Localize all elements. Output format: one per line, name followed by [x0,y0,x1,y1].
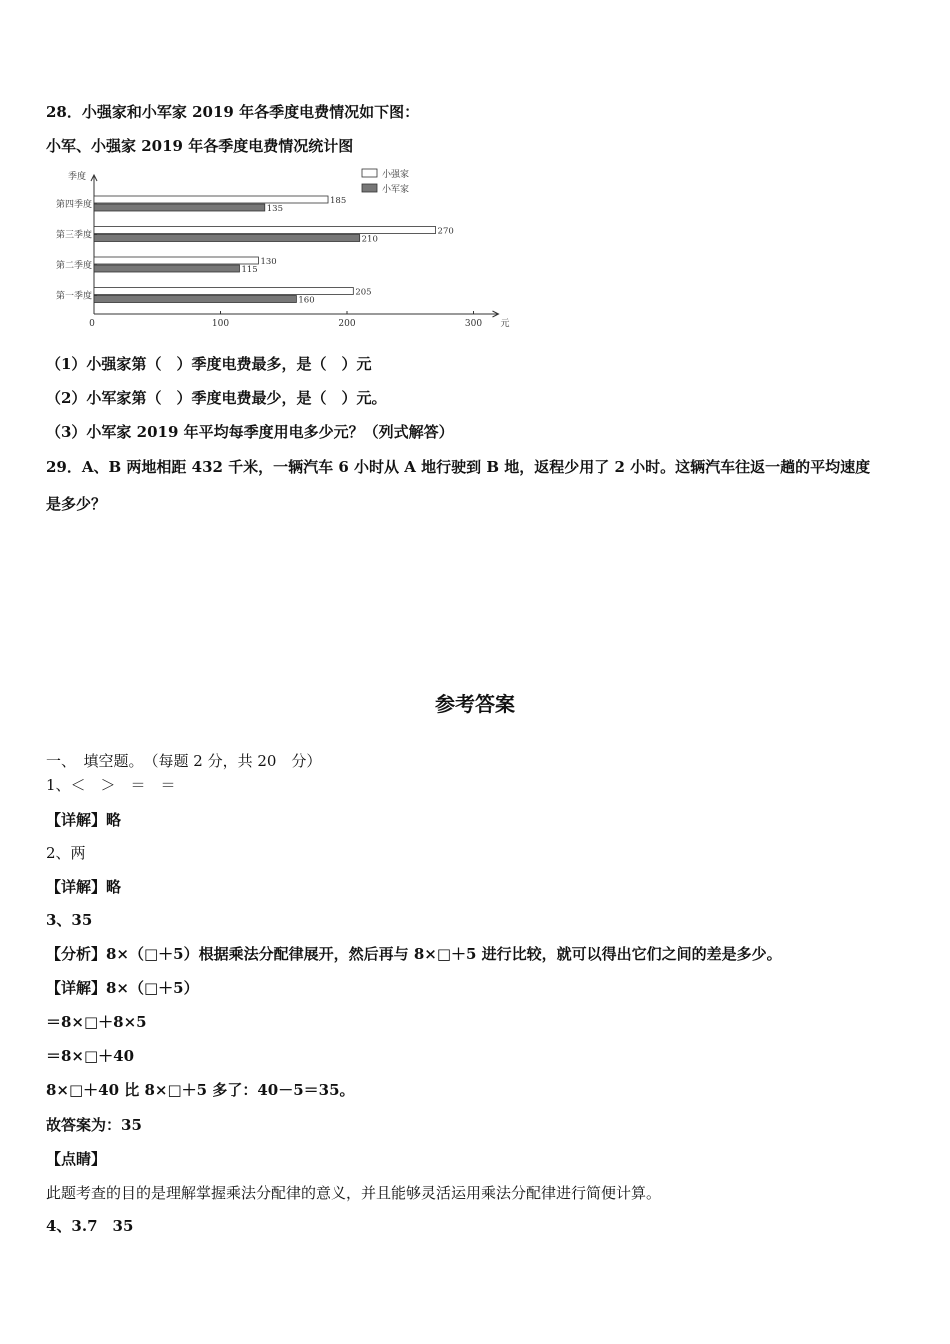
q28-stem: 28．小强家和小军家 2019 年各季度电费情况如下图： [46,103,420,121]
bar-xiaoqiang [94,227,436,234]
answer-3-step1: ＝8×□＋8×5 [46,1013,147,1031]
bar-xiaoqiang [94,288,353,295]
answer-3-step3: 8×□＋40 比 8×□＋5 多了：40－5＝35。 [46,1081,355,1099]
bar-xiaoqiang [94,257,258,264]
answer-3-step2: ＝8×□＋40 [46,1047,135,1065]
answer-2-detail: 【详解】略 [46,878,122,896]
q29-line2: 是多少？ [46,495,107,513]
answer-3-point-label: 【点睛】 [46,1150,107,1168]
answers-title: 参考答案 [435,692,515,716]
data-label: 135 [266,204,284,214]
answer-3-detail: 【详解】8×（□＋5） [46,979,199,997]
answer-3-analysis: 【分析】8×（□＋5）根据乘法分配律展开，然后再与 8×□＋5 进行比较，就可以得出它们之间的差是多少。 [46,945,782,963]
y-axis-label: 季度 [67,172,86,182]
q28-sub3: （3）小军家 2019 年平均每季度用电多少元？（列式解答） [46,423,454,441]
q28-sub2: （2）小军家第（ ）季度电费最少，是（ ）元。 [46,389,387,407]
chart-legend [362,168,409,195]
x-tick-label: 200 [338,319,356,329]
bar-xiaoqiang [94,196,328,203]
answer-3-final: 故答案为：35 [46,1116,142,1134]
data-label: 115 [241,265,258,275]
bar-chart [46,166,516,336]
answer-3: 3、35 [46,911,93,929]
chart-bars [94,196,436,303]
category-label: 第三季度 [55,230,92,241]
x-axis-label: 元 [500,319,510,329]
legend-label: 小强家 [382,170,410,180]
answer-4: 4、3.7 35 [46,1217,134,1235]
category-label: 第二季度 [55,261,92,271]
chart-caption: 小军、小强家 2019 年各季度电费情况统计图 [46,137,354,155]
bar-xiaojun [94,235,360,242]
bar-xiaojun [94,204,265,211]
category-label: 第一季度 [55,291,92,302]
category-label: 第四季度 [55,200,92,210]
legend-label: 小军家 [382,185,410,195]
data-label: 185 [330,196,347,206]
data-label: 205 [355,287,372,298]
data-label: 160 [298,295,315,306]
data-label: 210 [361,234,378,245]
legend-swatch [362,184,377,192]
answer-2: 2、两 [46,844,86,862]
legend-swatch [362,169,377,177]
x-tick-label: 300 [464,319,483,329]
data-label: 270 [437,226,454,237]
bar-xiaojun [94,296,296,303]
x-tick-label: 100 [211,319,230,329]
answer-3-point: 此题考查的目的是理解掌握乘法分配律的意义，并且能够灵活运用乘法分配律进行简便计算。 [46,1184,662,1202]
answer-1-detail: 【详解】略 [46,811,122,829]
answers-section: 一、 填空题。 （每题 2 分，共 20 分） [46,752,322,770]
bar-xiaojun [94,265,239,272]
x-tick-label: 0 [89,319,95,329]
answer-1: 1、＜ ＞ ＝ ＝ [46,776,176,794]
data-label: 130 [260,257,277,267]
q28-sub1: （1）小强家第（ ）季度电费最多，是（ ）元 [46,355,372,373]
q29-line1: 29．A、B 两地相距 432 千米，一辆汽车 6 小时从 A 地行驶到 B 地，返程少用了 2 小时。这辆汽车往返一趟的平均速度 [46,458,871,476]
chart-labels [56,170,510,329]
